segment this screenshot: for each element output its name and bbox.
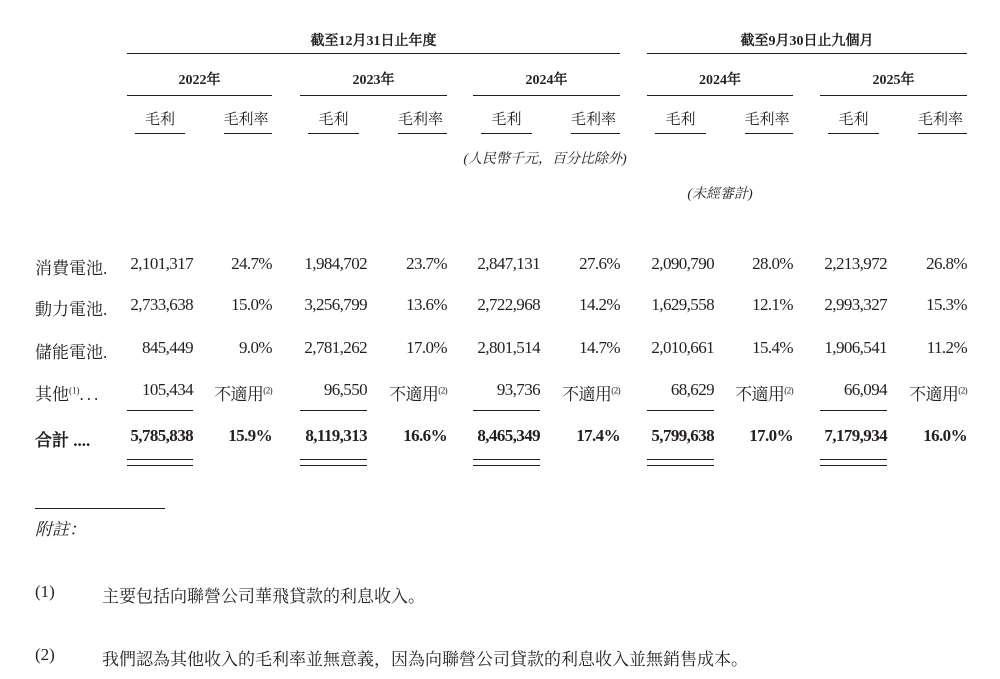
gross-margin-cell (579, 254, 620, 274)
gross-margin-cell (214, 380, 272, 405)
footnote-ref: (2) (263, 385, 272, 396)
gross-profit-cell (130, 426, 193, 446)
cell-value: 27.6% (579, 254, 620, 273)
group-header-nine-months: 截至9月30日止九個月 (740, 34, 874, 49)
gross-margin-cell (926, 295, 967, 315)
footnote-ref: (1) (69, 385, 80, 396)
gross-margin-cell (923, 426, 967, 446)
gross-margin-cell (909, 380, 967, 405)
cell-value: 1,984,702 (304, 254, 367, 273)
footnote-ref: (2) (958, 385, 967, 396)
year-header: 2022年 (178, 73, 221, 88)
gross-margin-cell (576, 426, 620, 446)
cell-value: 5,799,638 (651, 426, 714, 445)
cell-value: 12.1% (752, 295, 793, 314)
year-header: 2025年 (872, 73, 915, 88)
cell-value: 不適用 (909, 385, 959, 404)
gross-margin-cell (735, 380, 793, 405)
subtotal-underline (647, 410, 714, 411)
gross-profit-cell (324, 380, 367, 400)
group-underline (647, 53, 967, 54)
cell-value: 2,090,790 (651, 254, 714, 273)
gross-margin-cell (752, 295, 793, 315)
gross-profit-cell (824, 426, 887, 446)
cell-value: 2,781,262 (304, 338, 367, 357)
cell-value: 105,434 (141, 380, 193, 399)
cell-value: 2,101,317 (130, 254, 193, 273)
column-header-underline (224, 133, 272, 134)
gross-margin-cell (406, 295, 447, 315)
cell-value: 68,629 (670, 380, 714, 399)
cell-value: 2,733,638 (130, 295, 193, 314)
column-header-underline (571, 133, 620, 134)
cell-value: 8,465,349 (477, 426, 540, 445)
column-header-gross-margin: 毛利率 (570, 112, 616, 128)
gross-profit-cell (651, 295, 714, 315)
gross-profit-cell (477, 295, 540, 315)
cell-value: 14.7% (579, 338, 620, 357)
cell-value: 28.0% (752, 254, 793, 273)
cell-value: 96,550 (323, 380, 367, 399)
gross-profit-cell (824, 338, 887, 358)
gross-profit-cell (497, 380, 540, 400)
cell-value: 2,801,514 (477, 338, 540, 357)
cell-value: 5,785,838 (130, 426, 193, 445)
cell-value: 16.6% (403, 426, 447, 445)
gross-margin-cell (579, 338, 620, 358)
gross-margin-cell (749, 426, 793, 446)
cell-value: 15.9% (228, 426, 272, 445)
gross-profit-cell (651, 338, 714, 358)
year-header: 2023年 (352, 73, 395, 88)
gross-margin-cell (406, 254, 447, 274)
cell-value: 不適用 (389, 385, 439, 404)
column-header-underline (135, 133, 185, 134)
gross-margin-cell (926, 254, 967, 274)
column-header-underline (308, 133, 359, 134)
note-1-text: 主要包括向聯營公司華飛貸款的利息收入。 (102, 587, 425, 606)
row-label (35, 254, 107, 279)
total-double-underline (127, 465, 193, 466)
cell-value: 2,010,661 (651, 338, 714, 357)
subtotal-underline (127, 410, 193, 411)
column-header-underline (828, 133, 879, 134)
cell-value: 8,119,313 (305, 426, 367, 445)
group-underline (127, 53, 620, 54)
column-header-underline (745, 133, 793, 134)
total-double-underline (647, 465, 714, 466)
cell-value: 17.0% (749, 426, 793, 445)
cell-value: 13.6% (406, 295, 447, 314)
year-underline (127, 95, 272, 96)
gross-profit-cell (477, 338, 540, 358)
row-label-text: 合計 .... (35, 431, 91, 450)
row-label-text: 消費電池. (35, 259, 108, 278)
subtotal-underline (473, 410, 540, 411)
column-header-underline (481, 133, 532, 134)
year-underline (647, 95, 793, 96)
column-header-gross-margin: 毛利率 (397, 112, 443, 128)
total-double-underline (473, 459, 540, 460)
cell-value: 17.4% (576, 426, 620, 445)
total-double-underline (820, 459, 887, 460)
cell-value: 14.2% (579, 295, 620, 314)
row-label-dots: ... (79, 385, 102, 404)
gross-profit-cell (304, 295, 367, 315)
year-header: 2024年 (525, 73, 568, 88)
year-header: 2024年 (699, 73, 741, 88)
cell-value: 66,094 (843, 380, 887, 399)
column-header-gross-margin: 毛利率 (917, 112, 963, 128)
gross-profit-cell (824, 254, 887, 274)
cell-value: 24.7% (231, 254, 272, 273)
gross-profit-cell (304, 338, 367, 358)
cell-value: 9.0% (238, 338, 272, 357)
gross-margin-cell (231, 254, 272, 274)
gross-margin-cell (752, 338, 793, 358)
column-header-gross-profit: 毛利 (318, 112, 349, 128)
total-double-underline (300, 459, 367, 460)
gross-profit-cell (477, 254, 540, 274)
year-underline (820, 95, 967, 96)
column-header-underline (655, 133, 706, 134)
unaudited-note: (未經審計) (687, 187, 753, 202)
row-label-text: 動力電池. (35, 300, 108, 319)
cell-value: 15.4% (752, 338, 793, 357)
note-2-text: 我們認為其他收入的毛利率並無意義，因為向聯營公司貸款的利息收入並無銷售成本。 (102, 650, 748, 669)
cell-value: 17.0% (406, 338, 447, 357)
row-label-text: 儲能電池. (35, 343, 108, 362)
gross-profit-cell (305, 426, 367, 446)
column-header-gross-margin: 毛利率 (223, 112, 269, 128)
cell-value: 16.0% (923, 426, 967, 445)
unit-note: (人民幣千元，百分比除外) (463, 152, 627, 167)
total-double-underline (473, 465, 540, 466)
cell-value: 不適用 (735, 385, 785, 404)
row-label (35, 426, 90, 451)
column-header-gross-profit: 毛利 (665, 112, 696, 128)
cell-value: 93,736 (496, 380, 540, 399)
gross-profit-cell (304, 254, 367, 274)
total-double-underline (820, 465, 887, 466)
column-header-gross-profit: 毛利 (491, 112, 522, 128)
gross-profit-cell (824, 295, 887, 315)
row-label (35, 380, 101, 405)
cell-value: 26.8% (926, 254, 967, 273)
total-double-underline (647, 459, 714, 460)
row-label-text: 其他 (35, 385, 69, 404)
cell-value: 15.0% (231, 295, 272, 314)
row-label (35, 338, 107, 363)
notes-title: 附註： (35, 520, 86, 539)
cell-value: 23.7% (406, 254, 447, 273)
gross-profit-cell (651, 426, 714, 446)
gross-profit-cell (671, 380, 714, 400)
gross-profit-cell (142, 338, 193, 358)
gross-margin-cell (228, 426, 272, 446)
cell-value: 3,256,799 (304, 295, 367, 314)
cell-value: 845,449 (141, 338, 193, 357)
note-1-number: (1) (35, 582, 55, 601)
cell-value: 11.2% (926, 338, 967, 357)
cell-value: 1,906,541 (824, 338, 887, 357)
gross-margin-cell (752, 254, 793, 274)
gross-profit-cell (130, 295, 193, 315)
column-header-gross-profit: 毛利 (144, 112, 175, 128)
footnote-divider (35, 508, 165, 509)
footnote-ref: (2) (611, 385, 620, 396)
note-2-number: (2) (35, 645, 55, 664)
gross-profit-cell (651, 254, 714, 274)
cell-value: 不適用 (214, 385, 264, 404)
row-label (35, 295, 107, 320)
group-header-annual: 截至12月31日止年度 (310, 34, 437, 49)
cell-value: 15.3% (926, 295, 967, 314)
footnote-ref: (2) (438, 385, 447, 396)
gross-profit-cell (477, 426, 540, 446)
gross-margin-cell (389, 380, 447, 405)
gross-profit-cell (130, 254, 193, 274)
gross-margin-cell (579, 295, 620, 315)
footnote-ref: (2) (784, 385, 793, 396)
gross-profit-cell (142, 380, 193, 400)
cell-value: 2,722,968 (477, 295, 540, 314)
gross-margin-cell (927, 338, 967, 358)
year-underline (300, 95, 447, 96)
gross-margin-cell (403, 426, 447, 446)
cell-value: 2,847,131 (477, 254, 540, 273)
gross-profit-cell (844, 380, 887, 400)
cell-value: 7,179,934 (824, 426, 887, 445)
gross-margin-cell (406, 338, 447, 358)
cell-value: 2,993,327 (824, 295, 887, 314)
subtotal-underline (820, 410, 887, 411)
cell-value: 不適用 (562, 385, 612, 404)
gross-margin-cell (231, 295, 272, 315)
column-header-gross-margin: 毛利率 (744, 112, 790, 128)
column-header-underline (398, 133, 447, 134)
column-header-gross-profit: 毛利 (838, 112, 869, 128)
total-double-underline (127, 459, 193, 460)
year-underline (473, 95, 620, 96)
subtotal-underline (300, 410, 367, 411)
column-header-underline (918, 133, 967, 134)
cell-value: 1,629,558 (651, 295, 714, 314)
total-double-underline (300, 465, 367, 466)
gross-margin-cell (562, 380, 620, 405)
cell-value: 2,213,972 (824, 254, 887, 273)
gross-margin-cell (239, 338, 272, 358)
